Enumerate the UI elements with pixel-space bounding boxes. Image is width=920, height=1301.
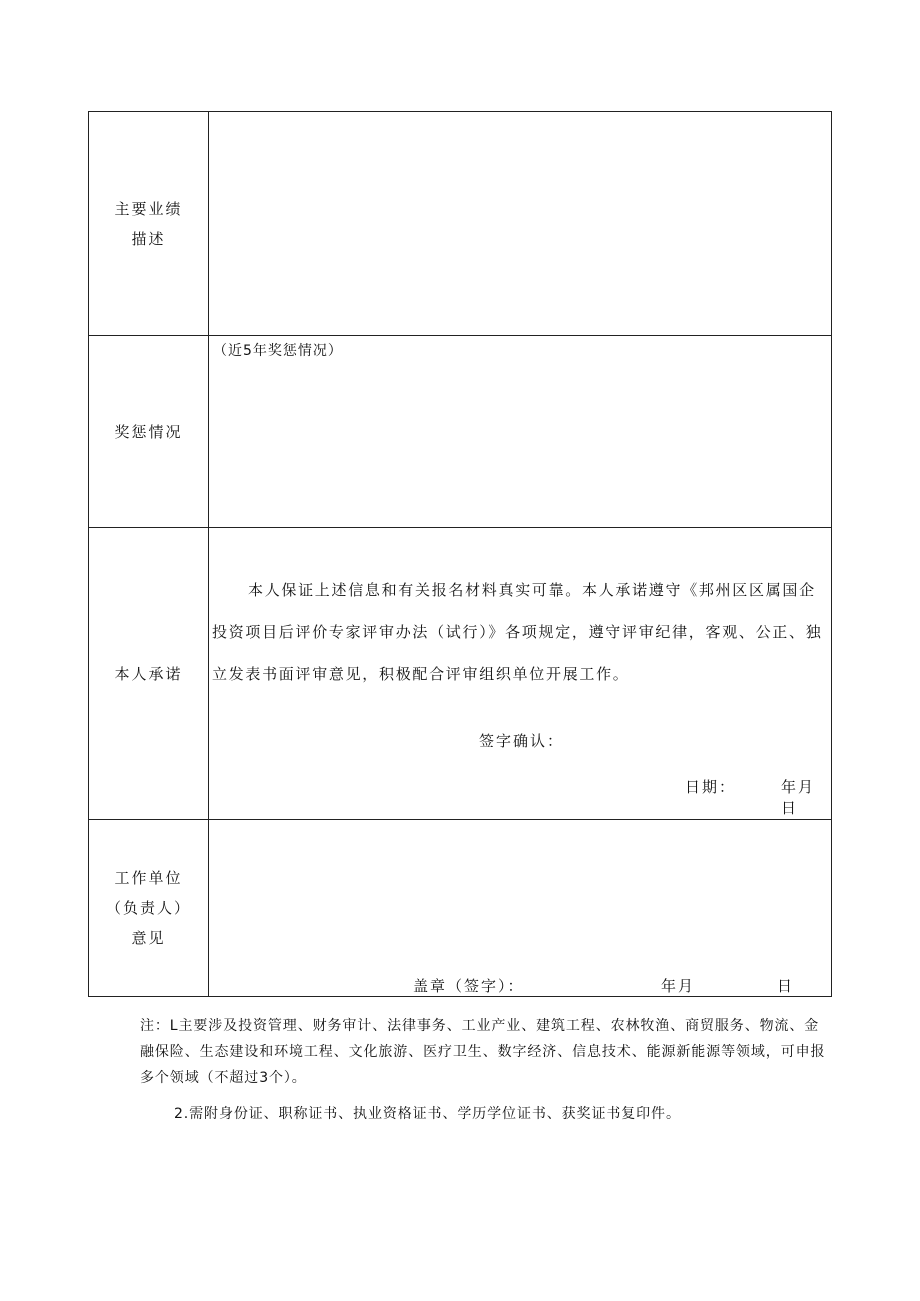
main-achievements-field[interactable] <box>209 112 832 336</box>
table-row-main-achievements <box>89 112 832 336</box>
label-pledge-text: 本人承诺 <box>114 664 183 683</box>
label-main-achievements-text: 主要业绩描述 <box>114 199 183 248</box>
label-employer-opinion-text: 工作单位（负责人）意见 <box>105 869 191 947</box>
date-ymd-label: 年月日 <box>781 778 816 817</box>
label-awards <box>89 336 209 528</box>
employer-opinion-field[interactable] <box>209 820 832 997</box>
table-row-pledge <box>89 528 832 820</box>
label-pledge <box>89 528 209 820</box>
table-row-awards <box>89 336 832 528</box>
label-awards-text: 奖惩情况 <box>114 422 183 441</box>
label-main-achievements <box>89 112 209 336</box>
expert-application-form-table <box>88 111 832 997</box>
signature-confirm-label: 签字确认： <box>479 732 565 750</box>
label-employer-opinion <box>89 820 209 997</box>
note-1: 注：L主要涉及投资管理、财务审计、法律事务、工业产业、建筑工程、农林牧渔、商贸服务、物流、金融保险、生态建设和环境工程、文化旅游、医疗卫生、数字经济、信息技术、能源新能源等领域，可申报多个领域（不超过3个）。 <box>140 1018 826 1086</box>
table-row-employer-opinion <box>89 820 832 997</box>
seal-day-label: 日 <box>777 977 793 995</box>
pledge-cell <box>209 528 832 820</box>
footnotes <box>140 1013 830 1127</box>
seal-signature-label: 盖章（签字）： <box>413 977 525 995</box>
pledge-statement: 本人保证上述信息和有关报名材料真实可靠。本人承诺遵守《邦州区区属国企投资项目后评价专家评审办法（试行）》各项规定，遵守评审纪律，客观、公正、独立发表书面评审意见，积极配合评审组织单位开展工作。 <box>212 581 823 683</box>
note-2: 2.需附身份证、职称证书、执业资格证书、学历学位证书、获奖证书复印件。 <box>174 1106 681 1122</box>
seal-year-month-label: 年月 <box>661 977 696 995</box>
awards-field[interactable] <box>209 336 832 528</box>
date-label: 日期： <box>685 778 737 796</box>
awards-hint-text: （近5年奖惩情况） <box>213 343 343 359</box>
